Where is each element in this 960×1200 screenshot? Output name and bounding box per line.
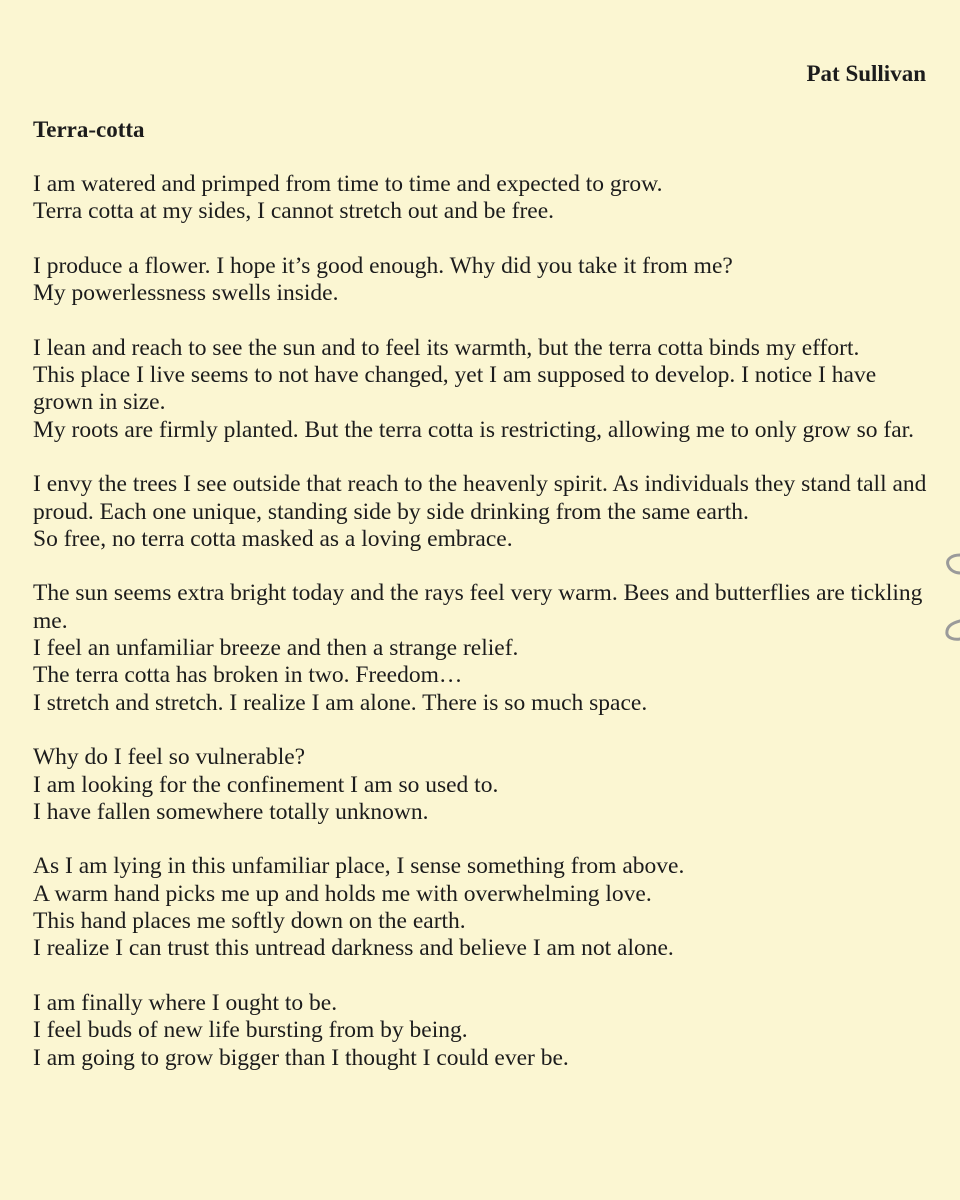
poem-line: I stretch and stretch. I realize I am alone. There is so much space.	[33, 689, 648, 716]
edge-mark-icon	[942, 619, 960, 641]
stanza	[33, 471, 928, 553]
stanza	[33, 744, 928, 826]
stanza	[33, 335, 928, 444]
poem-line: This place I live seems to not have changed, yet I am supposed to develop. I notice I have grown in size.	[33, 362, 877, 416]
poem-line: I have fallen somewhere totally unknown.	[33, 798, 429, 825]
poem-line: I feel buds of new life bursting from by being.	[33, 1017, 468, 1044]
poem-line: I produce a flower. I hope it’s good enough. Why did you take it from me?	[33, 252, 733, 279]
poem-line: I am finally where I ought to be.	[33, 989, 338, 1016]
stanza	[33, 580, 928, 716]
poem-line: I am looking for the confinement I am so used to.	[33, 771, 499, 798]
poem-body	[33, 171, 928, 1072]
edge-mark-icon	[942, 553, 960, 575]
author-name: Pat Sullivan	[806, 61, 926, 86]
stanza	[33, 990, 928, 1072]
poem-line: A warm hand picks me up and holds me with overwhelming love.	[33, 880, 652, 907]
poem-line: The sun seems extra bright today and the rays feel very warm. Bees and butterflies are tickling me.	[33, 580, 923, 634]
poem-line: I envy the trees I see outside that reach to the heavenly spirit. As individuals they stand tall and proud. Each one unique, standing side by side drinking from the same earth.	[33, 471, 927, 525]
stanza	[33, 171, 928, 226]
poem-line: The terra cotta has broken in two. Freedom…	[33, 662, 463, 689]
poem-line: So free, no terra cotta masked as a loving embrace.	[33, 525, 513, 552]
poem-line: I realize I can trust this untread darkness and believe I am not alone.	[33, 935, 674, 962]
poem-line: As I am lying in this unfamiliar place, I sense something from above.	[33, 853, 685, 880]
stanza	[33, 253, 928, 308]
poem-line: Terra cotta at my sides, I cannot stretch out and be free.	[33, 198, 555, 225]
poem-line: I feel an unfamiliar breeze and then a strange relief.	[33, 635, 519, 662]
poem-line: This hand places me softly down on the earth.	[33, 908, 466, 935]
poem-line: I am watered and primped from time to time and expected to grow.	[33, 171, 663, 197]
poem-line: My roots are firmly planted. But the terra cotta is restricting, allowing me to only grow so far.	[33, 416, 915, 443]
poem-title: Terra-cotta	[33, 117, 145, 142]
poem-line: My powerlessness swells inside.	[33, 280, 339, 307]
poem-line: Why do I feel so vulnerable?	[33, 744, 306, 771]
poem-line: I am going to grow bigger than I thought I could ever be.	[33, 1044, 569, 1071]
poem-line: I lean and reach to see the sun and to feel its warmth, but the terra cotta binds my effort.	[33, 334, 860, 361]
stanza	[33, 853, 928, 962]
